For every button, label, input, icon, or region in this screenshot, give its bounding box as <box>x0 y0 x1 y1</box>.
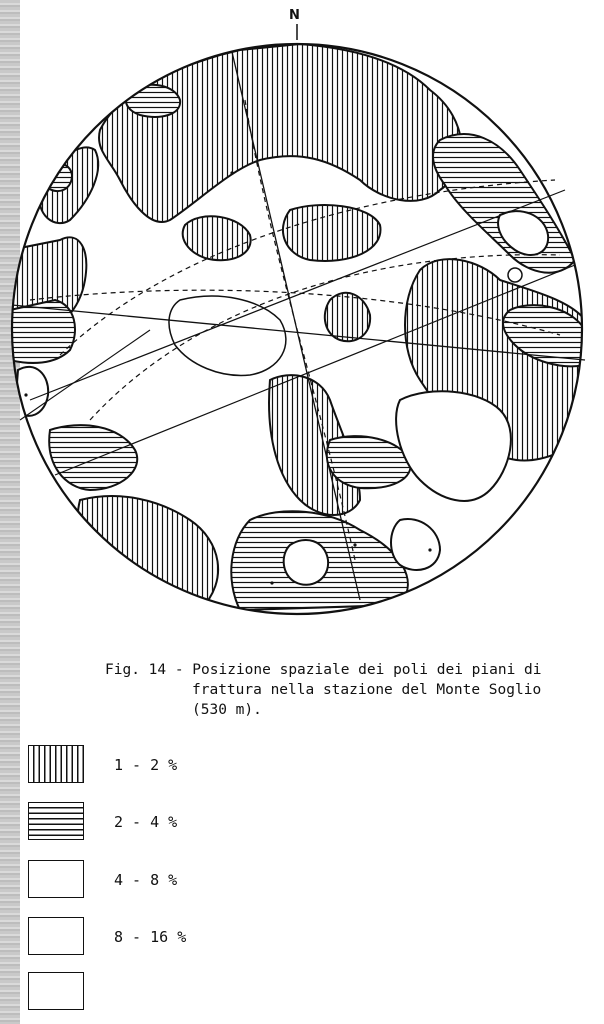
contour-1-2-north <box>99 44 461 222</box>
pole-dot-4 <box>428 548 431 551</box>
contour-2-4-west <box>10 300 75 363</box>
legend-label: 1 - 2 % <box>114 756 178 774</box>
legend-item-empty <box>28 972 328 1012</box>
legend-item-4-8 <box>28 860 328 900</box>
legend-swatch-horizontal-hatch <box>28 802 84 840</box>
contour-1-2-blob-a <box>183 216 251 260</box>
density-contours <box>10 44 590 615</box>
pole-dot-3 <box>270 581 273 584</box>
figure-caption <box>105 660 595 720</box>
legend-item-8-16 <box>28 917 328 957</box>
pole-dot-2 <box>353 543 356 546</box>
legend-item-1-2 <box>28 745 328 785</box>
contour-4-8-southeast <box>391 519 440 570</box>
legend-label: 4 - 8 % <box>114 871 178 889</box>
caption-line-2: frattura nella stazione del Monte Soglio <box>192 682 542 698</box>
contour-1-2-blob-b <box>283 205 381 261</box>
pole-dot-1 <box>230 171 233 174</box>
caption-line-3: (530 m). <box>192 702 262 718</box>
legend-label: 8 - 16 % <box>114 928 187 946</box>
contour-4-8-east <box>396 391 511 501</box>
contour-1-2-southwest <box>77 496 218 615</box>
pole-dot-5 <box>24 393 27 396</box>
contour-2-4-southeast <box>327 436 411 488</box>
legend-swatch-blank <box>28 972 84 1010</box>
pole-dot-6 <box>508 268 522 282</box>
contour-2-4-southwest <box>49 425 137 490</box>
legend-swatch-blank <box>28 860 84 898</box>
legend-swatch-vertical-hatch <box>28 745 84 783</box>
legend-label: 2 - 4 % <box>114 813 178 831</box>
contour-1-2-center <box>325 293 370 341</box>
contour-4-8-mid <box>169 296 286 375</box>
caption-line-1: Fig. 14 - Posizione spaziale dei poli dei piani di <box>105 662 542 678</box>
legend-item-2-4 <box>28 802 328 842</box>
legend-swatch-blank <box>28 917 84 955</box>
contour-2-4-north <box>126 85 180 117</box>
contour-4-8-south <box>284 540 328 585</box>
north-label: N <box>289 8 300 23</box>
